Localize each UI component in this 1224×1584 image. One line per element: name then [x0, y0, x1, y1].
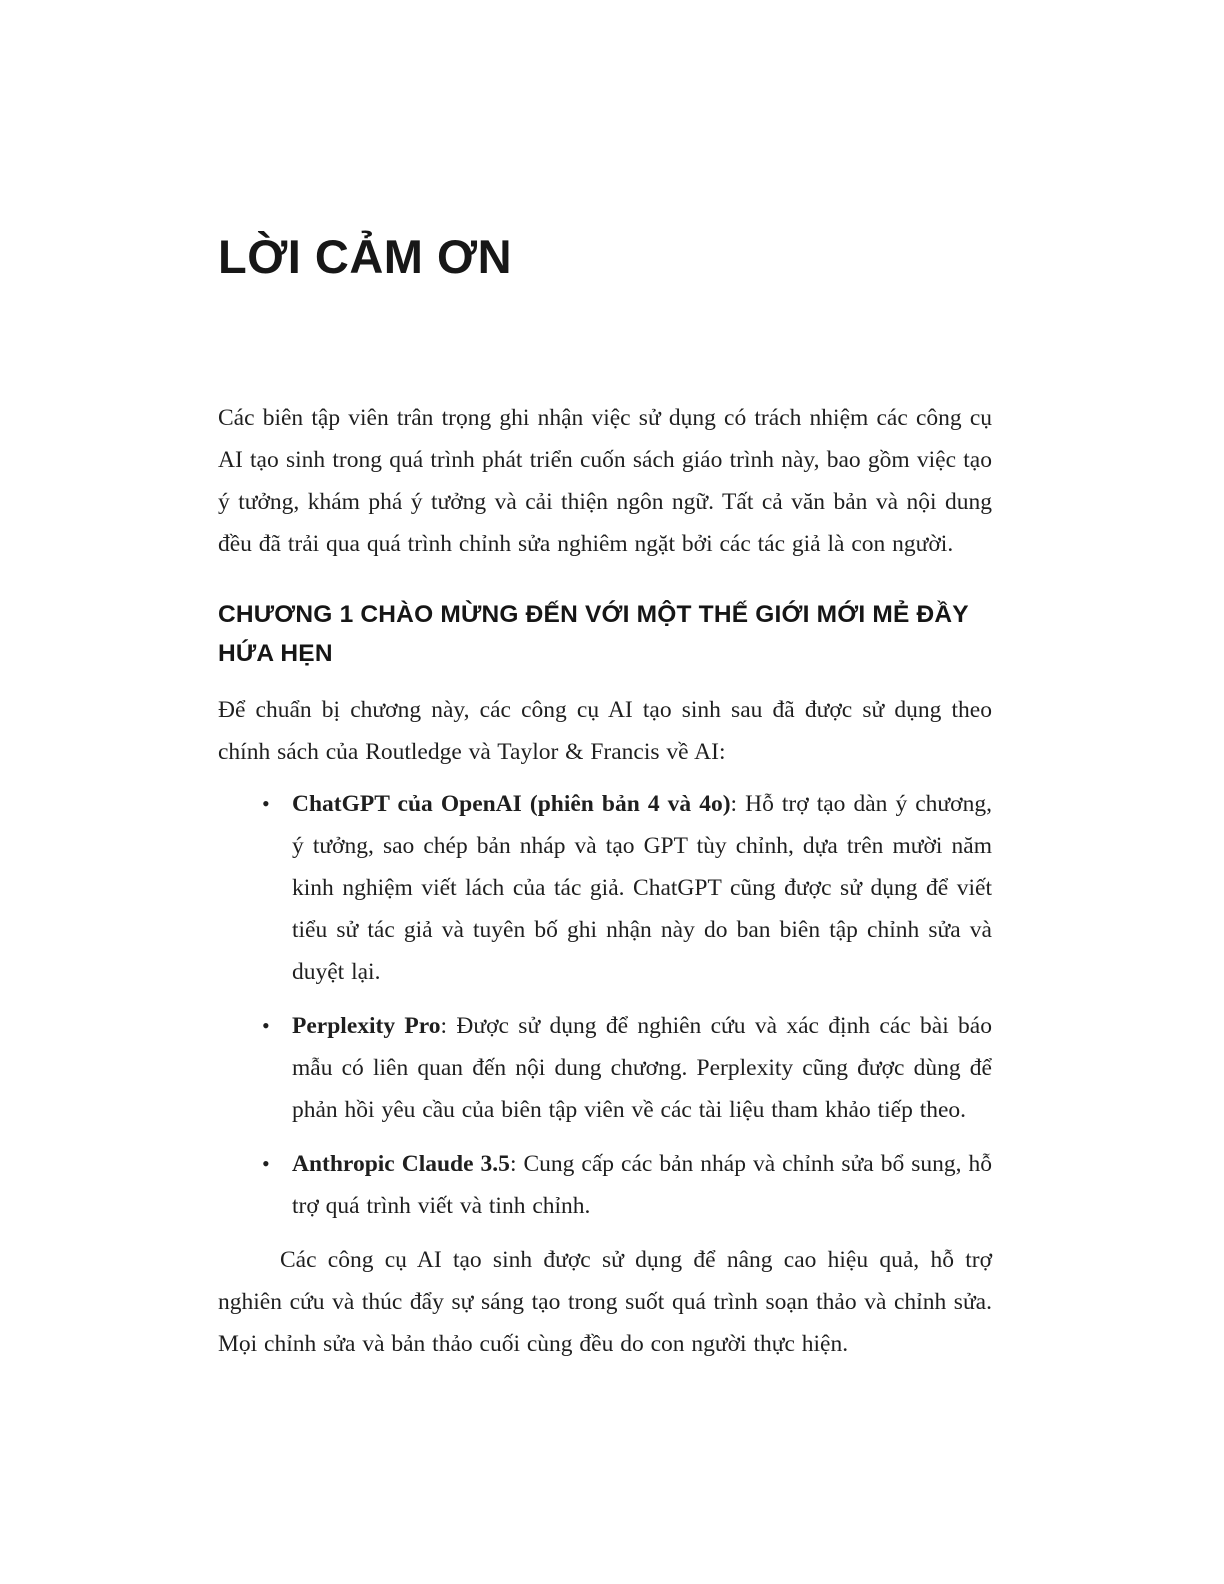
tool-name: Anthropic Claude 3.5 — [292, 1151, 510, 1178]
bullet-text — [292, 791, 992, 985]
list-item — [218, 1005, 992, 1131]
bullet-text — [292, 1013, 992, 1123]
section-lead-paragraph: Để chuẩn bị chương này, các công cụ AI tạo sinh sau đã được sử dụng theo chính sách của Routledge và Taylor & Francis về AI: — [218, 697, 992, 766]
bullet-marker: • — [262, 1013, 270, 1039]
closing-paragraph: Các công cụ AI tạo sinh được sử dụng để nâng cao hiệu quả, hỗ trợ nghiên cứu và thúc đẩy sự sáng tạo trong suốt quá trình soạn thảo và chỉnh sửa. Mọi chỉnh sửa và bản thảo cuối cùng đều do con người thực hiện. — [218, 1247, 992, 1358]
bullet-marker: • — [262, 791, 270, 817]
bullet-text — [292, 1151, 992, 1219]
tool-description: : Hỗ trợ tạo dàn ý chương, ý tưởng, sao chép bản nháp và tạo GPT tùy chỉnh, dựa trên mười năm kinh nghiệm viết lách của tác giả. ChatGPT cũng được sử dụng để viết tiểu sử tác giả và tuyên bố ghi nhận này do ban biên tập chỉnh sửa và duyệt lại. — [292, 791, 992, 986]
page-title: LỜI CẢM ƠN — [218, 230, 513, 283]
tool-name: Perplexity Pro — [292, 1013, 441, 1040]
list-item — [218, 783, 992, 993]
ai-tools-list — [218, 783, 992, 1227]
bullet-marker: • — [262, 1151, 270, 1177]
list-item — [218, 1143, 992, 1227]
intro-paragraph: Các biên tập viên trân trọng ghi nhận việc sử dụng có trách nhiệm các công cụ AI tạo sinh trong quá trình phát triển cuốn sách giáo trình này, bao gồm việc tạo ý tưởng, khám phá ý tưởng và cải thiện ngôn ngữ. Tất cả văn bản và nội dung đều đã trải qua quá trình chỉnh sửa nghiêm ngặt bởi các tác giả là con người. — [218, 405, 992, 558]
tool-description: : Được sử dụng để nghiên cứu và xác định các bài báo mẫu có liên quan đến nội dung chương. Perplexity cũng được dùng để phản hồi yêu cầu của biên tập viên về các tài liệu tham khảo tiếp theo. — [292, 1013, 992, 1124]
tool-name: ChatGPT của OpenAI (phiên bản 4 và 4o) — [292, 791, 731, 818]
tool-description: : Cung cấp các bản nháp và chỉnh sửa bổ sung, hỗ trợ quá trình viết và tinh chỉnh. — [292, 1151, 992, 1220]
section-heading: CHƯƠNG 1 CHÀO MỪNG ĐẾN VỚI MỘT THẾ GIỚI MỚI MẺ ĐẦY HỨA HẸN — [218, 601, 969, 668]
